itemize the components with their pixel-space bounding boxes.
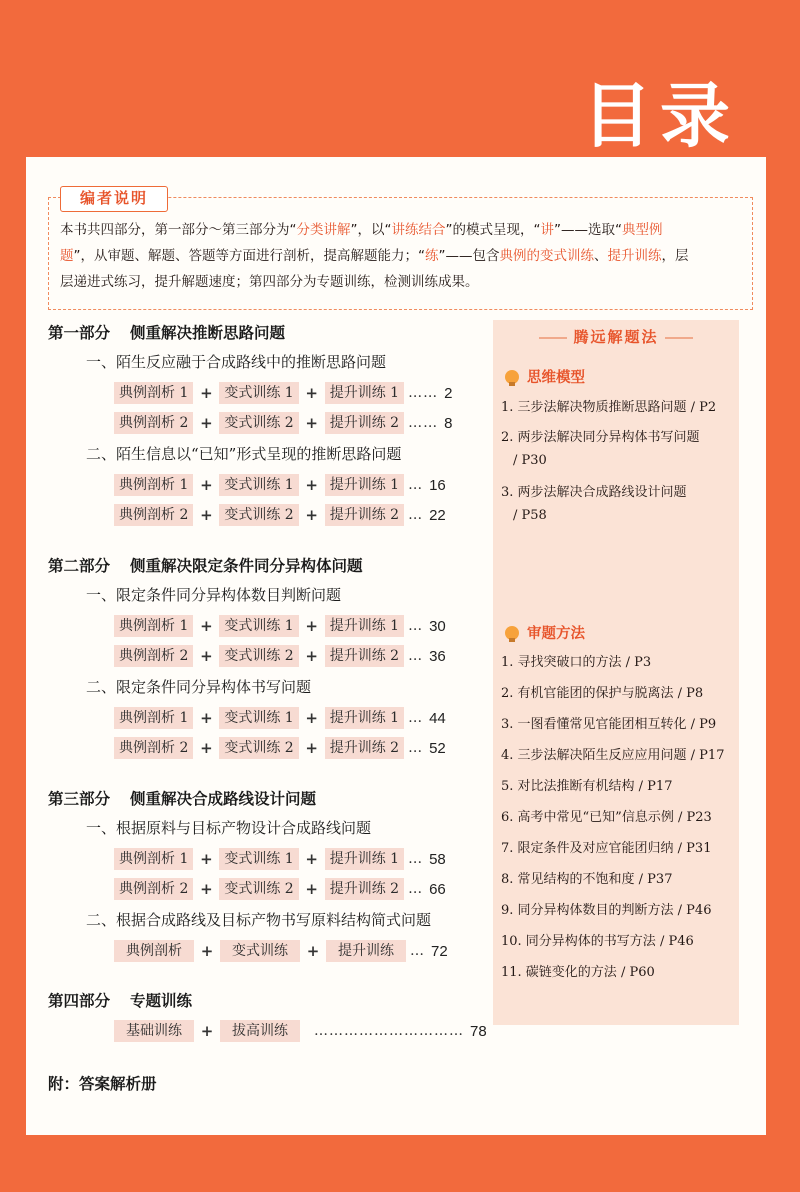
plus-sign: + [200, 942, 214, 960]
note-highlight: 题 [60, 248, 74, 264]
advance-chip: 提升训练 1 [325, 382, 404, 404]
advance-chip: 提升训练 1 [325, 474, 404, 496]
plus-sign: + [200, 850, 213, 868]
example-chip: 典例剖析 2 [114, 412, 193, 434]
page-number: 66 [429, 880, 446, 898]
page-number: 8 [444, 414, 453, 432]
part-heading-1[interactable] [48, 321, 285, 343]
part-heading-4[interactable] [48, 989, 192, 1011]
note-text-span: ”，以“ [350, 222, 392, 238]
part-title: 侧重解决合成路线设计问题 [130, 790, 317, 808]
plus-sign: + [200, 739, 213, 757]
section-heading[interactable]: 一、根据原料与目标产物设计合成路线问题 [86, 819, 372, 837]
toc-row[interactable] [114, 503, 446, 527]
thinking-model-heading [505, 366, 585, 387]
plus-sign: + [305, 384, 318, 402]
part-title: 侧重解决限定条件同分异构体问题 [130, 557, 363, 575]
variant-chip: 变式训练 2 [219, 504, 298, 526]
page-number: 44 [429, 709, 446, 727]
side-list-item[interactable]: 6. 高考中常见“已知”信息示例 / P23 [501, 810, 712, 825]
plus-sign: + [305, 506, 318, 524]
toc-row[interactable] [114, 939, 448, 963]
part-title: 侧重解决推断思路问题 [130, 324, 286, 342]
side-list-item[interactable]: 3. 一图看懂常见官能团相互转化 / P9 [501, 717, 717, 732]
editor-note-text [60, 217, 754, 295]
side-list-item[interactable]: 7. 限定条件及对应官能团归纳 / P31 [501, 841, 712, 856]
note-highlight: 练 [425, 248, 439, 264]
toc-row[interactable] [114, 706, 446, 730]
toc-row[interactable] [114, 877, 446, 901]
appendix-label[interactable]: 附：答案解析册 [48, 1075, 157, 1093]
example-chip: 典例剖析 2 [114, 504, 193, 526]
note-highlight: 典型例 [622, 222, 663, 238]
note-text-span: ，层 [661, 248, 689, 264]
advance-chip: 提升训练 2 [325, 504, 404, 526]
variant-chip: 变式训练 1 [219, 848, 298, 870]
example-chip: 典例剖析 2 [114, 878, 193, 900]
leader-dots: … [408, 710, 424, 726]
note-highlight: 提升训练 [607, 248, 662, 264]
variant-chip: 变式训练 1 [219, 382, 298, 404]
side-list-item[interactable]: 4. 三步法解决陌生反应应用问题 / P17 [501, 748, 725, 763]
example-chip: 典例剖析 2 [114, 645, 193, 667]
side-list-item[interactable]: 2. 两步法解决同分异构体书写问题 [501, 430, 700, 445]
leader-dots: … [408, 881, 424, 897]
plus-sign: + [305, 739, 318, 757]
plus-sign: + [305, 647, 318, 665]
part-title: 专题训练 [130, 992, 193, 1010]
side-list-item[interactable]: 2. 有机官能团的保护与脱离法 / P8 [501, 686, 704, 701]
editor-note-tag: 编者说明 [60, 186, 168, 212]
part-label: 第三部分 [48, 790, 111, 808]
example-chip: 典例剖析 1 [114, 474, 193, 496]
plus-sign: + [200, 880, 213, 898]
plus-sign: + [200, 476, 213, 494]
section-heading[interactable]: 一、陌生反应融于合成路线中的推断思路问题 [86, 353, 387, 371]
side-list-item-continued[interactable]: / P58 [513, 508, 547, 523]
part-heading-3[interactable] [48, 787, 316, 809]
side-list-item[interactable]: 1. 三步法解决物质推断思路问题 / P2 [501, 400, 717, 415]
leader-dots: … [410, 943, 425, 959]
note-text-span: ”——包含 [438, 248, 500, 264]
variant-chip: 变式训练 1 [219, 474, 298, 496]
plus-sign: + [200, 506, 213, 524]
variant-chip: 变式训练 2 [219, 412, 298, 434]
page-number: 78 [470, 1022, 487, 1040]
note-text-span: 、 [594, 248, 608, 264]
advance-chip: 提升训练 2 [325, 878, 404, 900]
advance-chip: 提升训练 2 [325, 645, 404, 667]
plus-sign: + [305, 709, 318, 727]
toc-row[interactable] [114, 1019, 487, 1043]
page-number: 22 [429, 506, 446, 524]
page-number: 52 [429, 739, 446, 757]
note-highlight: 讲 [540, 222, 554, 238]
advance-chip: 提升训练 [326, 940, 406, 962]
part-label: 第一部分 [48, 324, 111, 342]
plus-sign: + [200, 414, 213, 432]
side-list-item-continued[interactable]: / P30 [513, 453, 547, 468]
example-chip: 典例剖析 1 [114, 382, 193, 404]
advance-chip: 提升训练 2 [325, 412, 404, 434]
note-text-span: ”——选取“ [554, 222, 622, 238]
part-label: 第二部分 [48, 557, 111, 575]
section-heading[interactable]: 二、根据合成路线及目标产物书写原料结构简式问题 [86, 911, 432, 929]
plus-sign: + [305, 617, 318, 635]
plus-sign: + [305, 850, 318, 868]
lightbulb-icon [505, 626, 519, 640]
section-heading[interactable]: 二、限定条件同分异构体书写问题 [86, 678, 312, 696]
variant-chip: 变式训练 2 [219, 645, 298, 667]
note-text-span: ”的模式呈现，“ [445, 222, 541, 238]
lightbulb-icon [505, 370, 519, 384]
variant-chip: 变式训练 [220, 940, 300, 962]
plus-sign: + [200, 709, 213, 727]
leader-dots: ………………………… [314, 1023, 464, 1039]
note-text-span: ”，从审题、解题、答题等方面进行剖析，提高解题能力；“ [73, 248, 425, 264]
page-number: 72 [431, 942, 448, 960]
advance-chip: 提升训练 1 [325, 707, 404, 729]
toc-row[interactable] [114, 736, 446, 760]
page-title: 目录 [582, 75, 738, 157]
variant-chip: 变式训练 2 [219, 737, 298, 759]
leader-dots: …… [408, 385, 439, 401]
toc-row[interactable] [114, 847, 446, 871]
plus-sign: + [305, 414, 318, 432]
example-chip: 典例剖析 1 [114, 848, 193, 870]
section-heading[interactable]: 二、陌生信息以“已知”形式呈现的推断思路问题 [86, 445, 402, 463]
note-highlight: 典例的变式训练 [499, 248, 594, 264]
variant-chip: 变式训练 1 [219, 707, 298, 729]
side-panel-header: 腾远解题法 [493, 326, 739, 347]
toc-row[interactable] [114, 411, 452, 435]
side-list-item[interactable]: 8. 常见结构的不饱和度 / P37 [501, 872, 673, 887]
advance-chip: 提升训练 1 [325, 615, 404, 637]
basic-training-chip: 基础训练 [114, 1020, 194, 1042]
section-title: 审题方法 [527, 626, 585, 642]
plus-sign: + [305, 880, 318, 898]
side-list-item[interactable]: 9. 同分异构体数目的判断方法 / P46 [501, 903, 712, 918]
side-list-item[interactable]: 10. 同分异构体的书写方法 / P46 [501, 934, 694, 949]
page-number: 58 [429, 850, 446, 868]
advanced-training-chip: 拔高训练 [220, 1020, 300, 1042]
plus-sign: + [305, 476, 318, 494]
plus-sign: + [306, 942, 320, 960]
example-chip: 典例剖析 [114, 940, 194, 962]
leader-dots: … [408, 740, 424, 756]
part-label: 第四部分 [48, 992, 111, 1010]
note-text-span: 本书共四部分，第一部分～第三部分为“ [60, 222, 297, 238]
variant-chip: 变式训练 2 [219, 878, 298, 900]
review-method-heading [505, 622, 585, 643]
plus-sign: + [200, 384, 213, 402]
example-chip: 典例剖析 1 [114, 707, 193, 729]
page-number: 2 [444, 384, 453, 402]
plus-sign: + [200, 647, 213, 665]
page-number: 36 [429, 647, 446, 665]
section-heading[interactable]: 一、限定条件同分异构体数目判断问题 [86, 586, 342, 604]
advance-chip: 提升训练 2 [325, 737, 404, 759]
note-highlight: 分类讲解 [296, 222, 351, 238]
note-highlight: 讲练结合 [391, 222, 446, 238]
advance-chip: 提升训练 1 [325, 848, 404, 870]
method-side-panel [493, 320, 739, 1025]
side-list-item[interactable]: 1. 寻找突破口的方法 / P3 [501, 655, 652, 670]
note-line-1 [60, 217, 754, 243]
side-list-item[interactable]: 11. 碳链变化的方法 / P60 [501, 965, 655, 980]
side-list-item[interactable]: 5. 对比法推断有机结构 / P17 [501, 779, 673, 794]
leader-dots: … [408, 618, 424, 634]
leader-dots: … [408, 507, 424, 523]
leader-dots: …… [408, 415, 439, 431]
section-title: 思维模型 [527, 370, 585, 386]
plus-sign: + [200, 617, 213, 635]
toc-row[interactable] [114, 644, 446, 668]
note-line-2 [60, 243, 754, 269]
leader-dots: … [408, 648, 424, 664]
plus-sign: + [200, 1022, 214, 1040]
example-chip: 典例剖析 2 [114, 737, 193, 759]
page-number: 30 [429, 617, 446, 635]
note-line-3: 层递进式练习，提升解题速度；第四部分为专题训练，检测训练成果。 [60, 274, 479, 290]
leader-dots: … [408, 851, 424, 867]
example-chip: 典例剖析 1 [114, 615, 193, 637]
part-heading-2[interactable] [48, 554, 363, 576]
toc-row[interactable] [114, 381, 452, 405]
toc-row[interactable] [114, 473, 446, 497]
side-list-item[interactable]: 3. 两步法解决合成路线设计问题 [501, 485, 687, 500]
toc-row[interactable] [114, 614, 446, 638]
content-sheet [26, 157, 766, 1135]
leader-dots: … [408, 477, 424, 493]
page-number: 16 [429, 476, 446, 494]
variant-chip: 变式训练 1 [219, 615, 298, 637]
